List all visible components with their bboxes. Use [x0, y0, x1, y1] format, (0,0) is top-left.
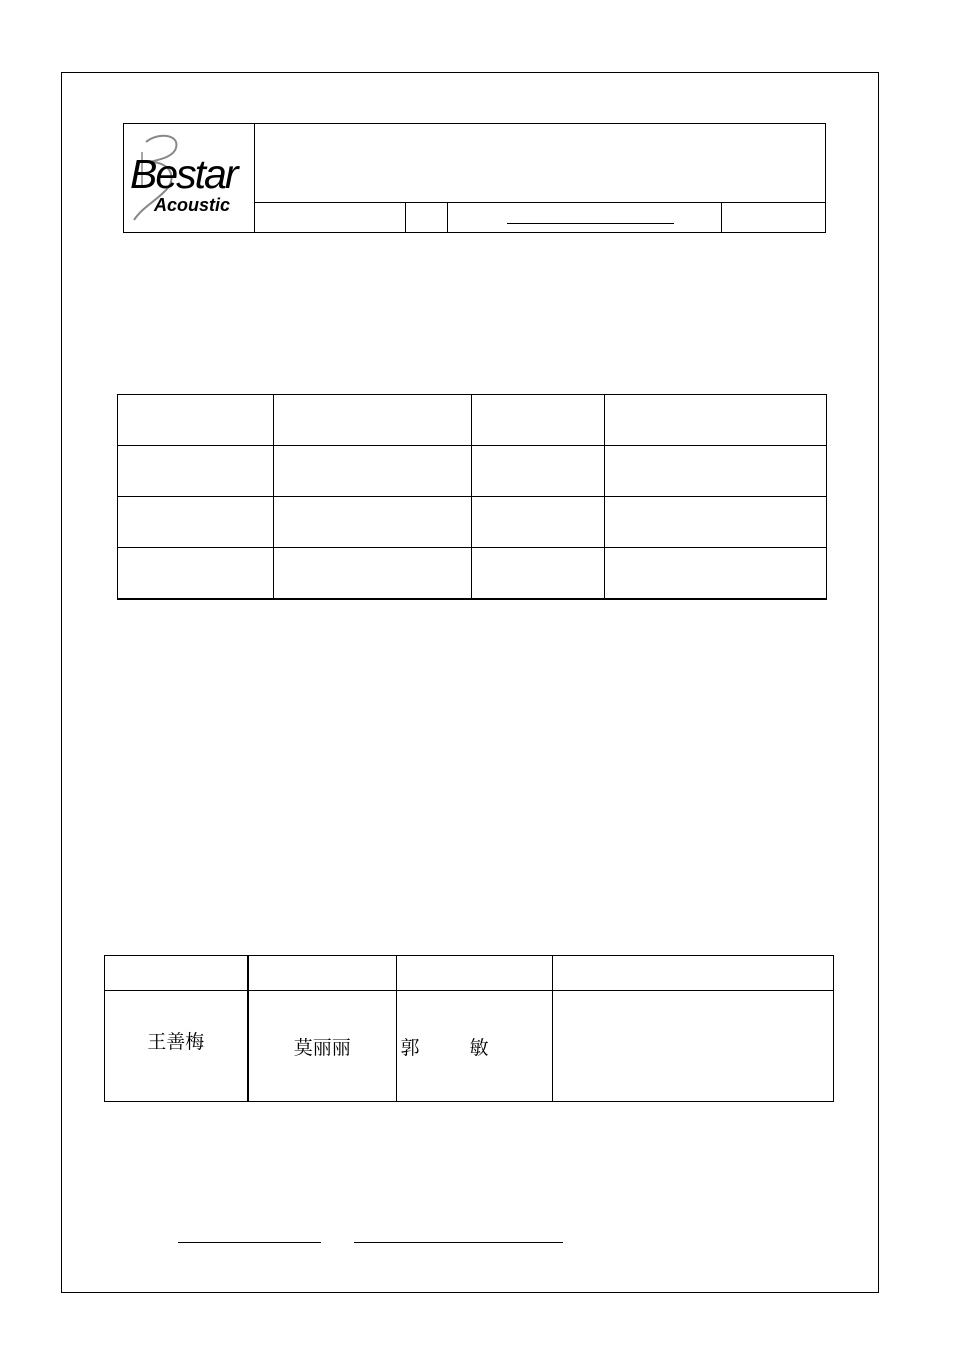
signature-cell-1: [105, 991, 248, 1102]
header-cell-3: [448, 203, 722, 232]
document-header: [123, 123, 826, 233]
signature-cell-2: [248, 991, 397, 1102]
footer-line-left: [178, 1242, 321, 1243]
logo-wordmark: Bestar: [130, 151, 237, 197]
approval-header-cell: [397, 956, 553, 991]
header-title-cell: [255, 124, 825, 203]
table-cell: [472, 395, 605, 446]
approval-header-cell: [553, 956, 834, 991]
table-cell: [274, 548, 472, 600]
table-cell: [274, 497, 472, 548]
table-cell: [605, 548, 827, 600]
table-cell: [118, 497, 274, 548]
table-cell: [605, 497, 827, 548]
table-cell: [472, 497, 605, 548]
table-cell: [605, 446, 827, 497]
table-row: [118, 395, 827, 446]
signature-name-2: 莫丽丽: [293, 1036, 351, 1059]
bestar-logo-icon: [128, 130, 252, 230]
table-cell: [605, 395, 827, 446]
table-row: [118, 497, 827, 548]
table-row: [118, 446, 827, 497]
approval-header-row: [105, 956, 834, 991]
header-cell-2: [406, 203, 448, 232]
header-cell-1: [255, 203, 406, 232]
table-cell: [274, 446, 472, 497]
logo-cell: [124, 124, 255, 232]
spec-table: [117, 394, 827, 600]
header-underline: [507, 223, 674, 224]
table-cell: [472, 446, 605, 497]
logo-subtext: Acoustic: [154, 195, 231, 215]
table-cell: [118, 446, 274, 497]
table-cell: [118, 395, 274, 446]
header-cell-4: [722, 203, 825, 232]
approval-table: [104, 955, 834, 1102]
table-row: [118, 548, 827, 600]
table-cell: [472, 548, 605, 600]
table-cell: [274, 395, 472, 446]
signature-cell-3: [397, 991, 553, 1102]
footer-line-right: [354, 1242, 563, 1243]
approval-signature-row: [105, 991, 834, 1102]
approval-header-cell: [105, 956, 248, 991]
signature-name-1: 王善梅: [147, 1030, 205, 1053]
table-cell: [118, 548, 274, 600]
page-border: [61, 72, 879, 1293]
signature-cell-4: [553, 991, 834, 1102]
signature-name-3: 郭 敏: [400, 1036, 511, 1059]
approval-header-cell: [248, 956, 397, 991]
